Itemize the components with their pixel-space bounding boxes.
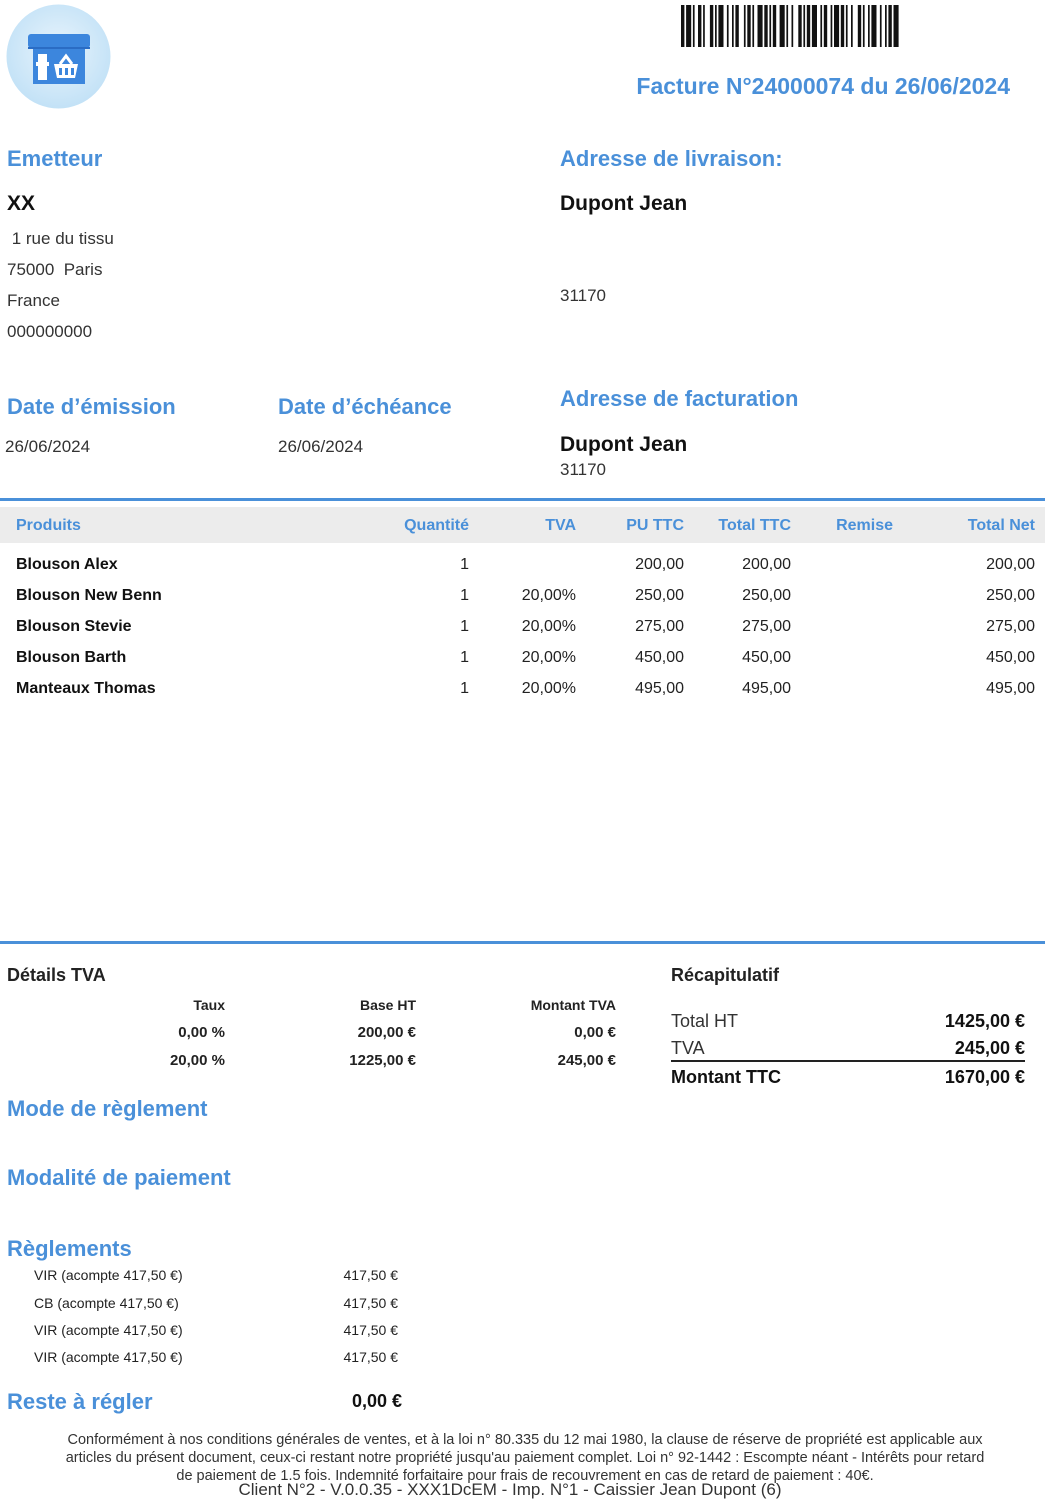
client-footer-line: Client N°2 - V.0.0.35 - XXX1DcEM - Imp. N°1 - Caissier Jean Dupont (6) [238, 1480, 782, 1499]
vat-amount: 0,00 € [574, 1024, 616, 1041]
payment-mode-heading: Mode de règlement [7, 1096, 208, 1121]
issuer-name: XX [7, 192, 36, 215]
product-total-ttc: 495,00 [742, 680, 791, 697]
vat-base: 200,00 € [357, 1024, 416, 1041]
product-total-ttc: 275,00 [742, 618, 791, 635]
summary-ht-label: Total HT [671, 1011, 739, 1031]
issuer-phone: 000000000 [7, 322, 93, 341]
shipping-heading: Adresse de livraison: [560, 146, 783, 171]
product-tva: 20,00% [521, 587, 576, 604]
product-quantity: 1 [460, 649, 469, 666]
product-total-net: 200,00 [986, 556, 1035, 573]
legal-line-3: de paiement de 1.5 fois. Indemnité forfaitaire pour frais de recouvrement en cas de retard de paiement : 40€. [176, 1468, 874, 1484]
payment-terms-heading: Modalité de paiement [7, 1165, 231, 1190]
issue-date-heading: Date d’émission [7, 394, 176, 419]
issue-date-value: 26/06/2024 [5, 437, 91, 456]
product-total-net: 495,00 [986, 680, 1035, 697]
summary-ht-value: 1425,00 € [944, 1011, 1025, 1031]
product-name: Blouson New Benn [16, 587, 162, 604]
product-total-net: 275,00 [986, 618, 1035, 635]
product-name: Blouson Stevie [16, 618, 132, 635]
product-name: Blouson Alex [16, 556, 118, 573]
vat-heading: Détails TVA [7, 965, 106, 985]
product-quantity: 1 [460, 618, 469, 635]
issuer-country: France [7, 291, 60, 310]
col-header-products: Produits [16, 517, 81, 534]
summary-heading: Récapitulatif [671, 965, 780, 985]
billing-heading: Adresse de facturation [560, 386, 799, 411]
product-quantity: 1 [460, 556, 469, 573]
summary-ttc-label: Montant TTC [671, 1067, 781, 1087]
col-header-pu-ttc: PU TTC [626, 517, 684, 534]
product-total-net: 250,00 [986, 587, 1035, 604]
settlements-heading: Règlements [7, 1236, 132, 1261]
product-pu-ttc: 275,00 [635, 618, 684, 635]
product-name: Manteaux Thomas [16, 680, 156, 697]
billing-name: Dupont Jean [560, 433, 688, 456]
settlement-label: VIR (acompte 417,50 €) [34, 1322, 183, 1338]
remaining-value: 0,00 € [351, 1391, 402, 1411]
vat-rate: 0,00 % [178, 1024, 225, 1041]
shipping-name: Dupont Jean [560, 192, 688, 215]
remaining-label: Reste à régler [7, 1389, 153, 1414]
product-total-net: 450,00 [986, 649, 1035, 666]
shipping-postal: 31170 [560, 286, 607, 305]
product-total-ttc: 200,00 [742, 556, 791, 573]
summary-divider [671, 1060, 1025, 1062]
settlement-label: VIR (acompte 417,50 €) [34, 1267, 183, 1283]
product-pu-ttc: 495,00 [635, 680, 684, 697]
product-total-ttc: 250,00 [742, 587, 791, 604]
settlement-amount: 417,50 € [343, 1322, 398, 1338]
vat-rate: 20,00 % [169, 1052, 225, 1069]
settlement-amount: 417,50 € [343, 1295, 398, 1311]
vat-amount: 245,00 € [557, 1052, 616, 1069]
barcode-icon [681, 5, 1009, 47]
col-header-total-net: Total Net [967, 517, 1035, 534]
col-header-tva: TVA [545, 517, 576, 534]
issuer-address: 1 rue du tissu [7, 229, 114, 248]
due-date-heading: Date d’échéance [278, 394, 452, 419]
issuer-heading: Emetteur [7, 146, 103, 171]
settlement-amount: 417,50 € [343, 1349, 398, 1365]
product-tva: 20,00% [521, 680, 576, 697]
col-header-quantity: Quantité [404, 517, 469, 534]
vat-base: 1225,00 € [349, 1052, 416, 1069]
product-quantity: 1 [460, 680, 469, 697]
col-header-total-ttc: Total TTC [718, 517, 791, 534]
product-tva: 20,00% [521, 618, 576, 635]
product-total-ttc: 450,00 [742, 649, 791, 666]
product-tva: 20,00% [521, 649, 576, 666]
billing-postal: 31170 [560, 460, 607, 479]
summary-tva-value: 245,00 € [954, 1038, 1025, 1058]
product-quantity: 1 [460, 587, 469, 604]
legal-line-1: Conformément à nos conditions générales de ventes, et à la loi n° 80.335 du 12 mai 1980, la clause de réserve de propriété est applicable aux [67, 1432, 983, 1448]
col-header-remise: Remise [836, 517, 893, 534]
legal-line-2: articles du présent document, ceux-ci restant notre propriété jusqu'au paiement complet. Loi n° 92-1442 : Escompte néant - Intérêts pour retard [65, 1450, 985, 1466]
summary-ttc-value: 1670,00 € [944, 1067, 1025, 1087]
vat-col-base: Base HT [359, 997, 416, 1013]
settlement-label: VIR (acompte 417,50 €) [34, 1349, 183, 1365]
summary-tva-label: TVA [671, 1038, 705, 1058]
summary-top-rule [0, 941, 1045, 944]
due-date-value: 26/06/2024 [278, 437, 364, 456]
shop-logo-icon [6, 4, 111, 109]
issuer-city: 75000 Paris [7, 260, 103, 279]
vat-col-amount: Montant TVA [530, 997, 616, 1013]
vat-col-rate: Taux [193, 997, 225, 1013]
settlement-label: CB (acompte 417,50 €) [34, 1295, 179, 1311]
invoice-title: Facture N°24000074 du 26/06/2024 [636, 73, 1010, 99]
product-pu-ttc: 200,00 [635, 556, 684, 573]
product-name: Blouson Barth [16, 649, 127, 666]
table-top-rule [0, 498, 1045, 501]
product-pu-ttc: 450,00 [635, 649, 684, 666]
settlement-amount: 417,50 € [343, 1267, 398, 1283]
product-pu-ttc: 250,00 [635, 587, 684, 604]
